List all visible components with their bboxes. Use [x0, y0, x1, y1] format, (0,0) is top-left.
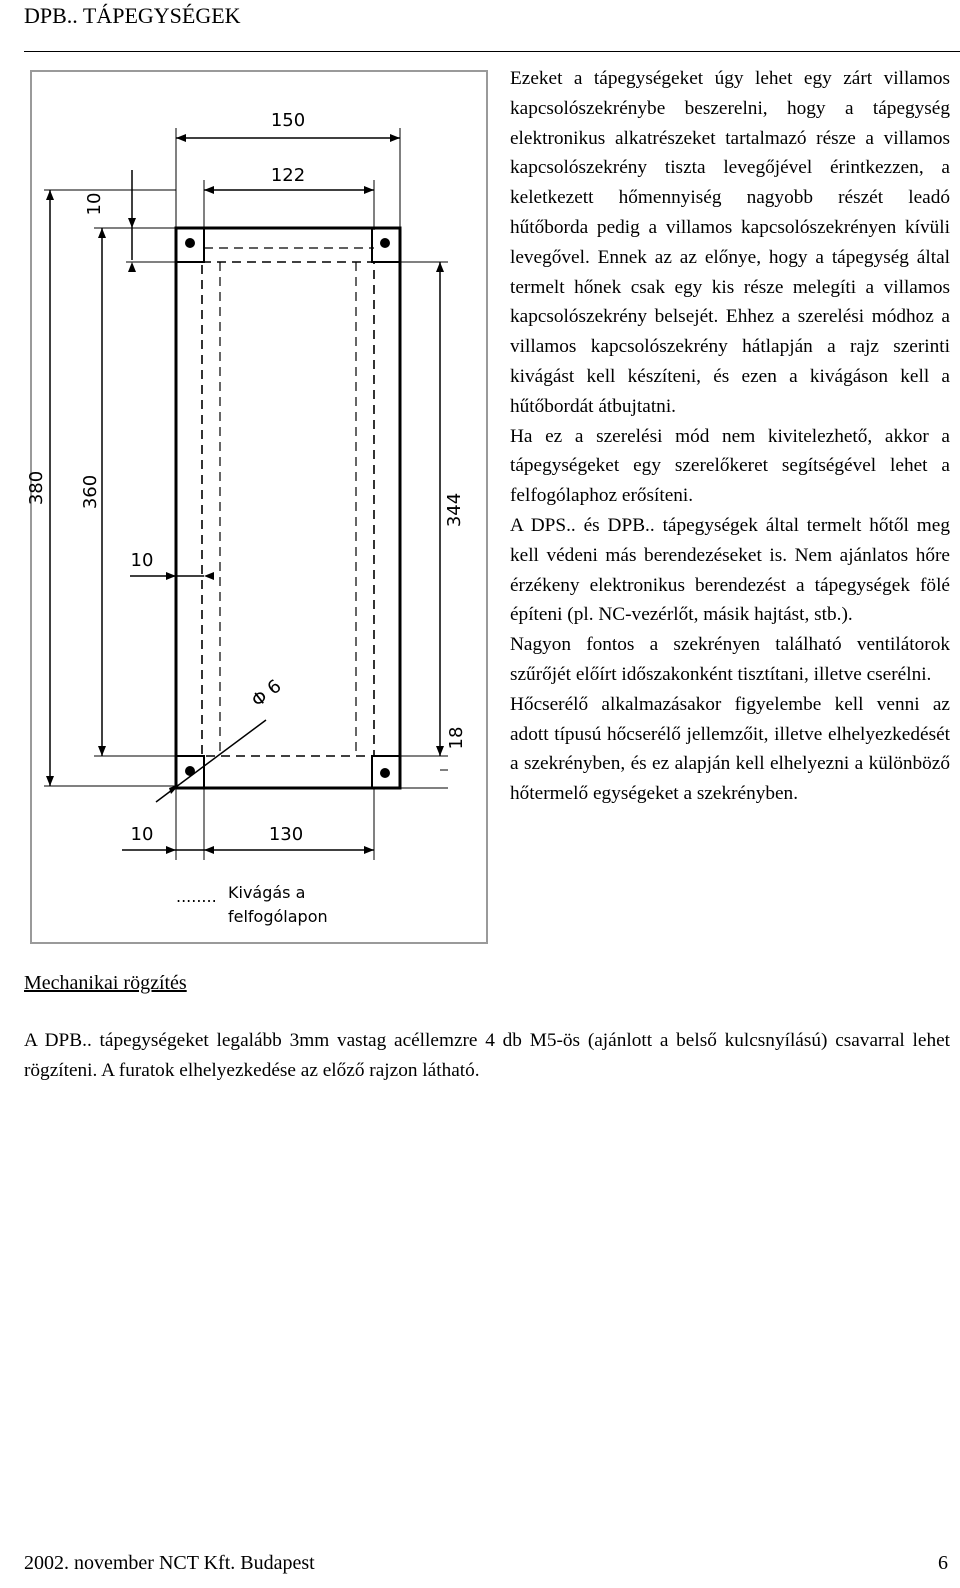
description-text [510, 64, 950, 809]
dim-label-side-10: 10 [130, 550, 154, 571]
dim-label-130: 130 [268, 824, 304, 845]
mounting-drawing [26, 70, 488, 944]
page-header-title: DPB.. TÁPEGYSÉGEK [24, 3, 241, 28]
hole-bottom-right [380, 768, 390, 778]
dim-label-bottom-10: 10 [130, 824, 154, 845]
dim-label-hole: Φ 6 [247, 675, 286, 712]
page-number: 6 [938, 1552, 948, 1574]
paragraph-3: A DPS.. és DPB.. tápegységek által termelt hőtől meg kell védeni más berendezéseket is. Nem ajánlatos hőre érzékeny elektronikus berendezést a tápegységek fölé építeni (pl. NC-vezérlőt, másik hajtást, stb.). [510, 514, 950, 626]
paragraph-5: Hőcserélő alkalmazásakor figyelembe kell venni az adott típusú hőcserélő jellemzőit, illetve elhelyezkedését a szekrényben, és ez alapján kell elhelyezni a különböző hőtermelő egységeket a szekrényben. [510, 693, 950, 805]
paragraph-2: Ha ez a szerelési mód nem kivitelezhető, akkor a tápegységeket egy szerelőkeret segítségével lehet a felfogólaphoz erősíteni. [510, 425, 950, 507]
legend-line-1: Kivágás a [228, 883, 306, 902]
section-heading: Mechanikai rögzítés [24, 972, 187, 994]
dim-label-344: 344 [444, 492, 465, 528]
dim-label-360: 360 [80, 474, 101, 510]
legend-dots: ........ [176, 887, 217, 906]
dim-label-top-10: 10 [84, 192, 105, 216]
dim-label-122: 122 [270, 165, 306, 186]
hole-top-left [185, 238, 195, 248]
dim-label-380: 380 [26, 470, 47, 506]
hole-top-right [380, 238, 390, 248]
dim-label-150: 150 [270, 110, 306, 131]
paragraph-1: Ezeket a tápegységeket úgy lehet egy zárt villamos kapcsolószekrénybe beszerelni, hogy a tápegység elektronikus alkatrészeket tartalmazó része a villamos kapcsolószekrény tiszta levegőjével érintkezzen, a keletkezett hőmennyiség nagyobb részét leadó hűtőborda pedig a villamos kapcsolószekrényen kívüli levegővel. Ennek az az előnye, hogy a tápegység által termelt hőnek csak egy kis része melegíti a villamos kapcsolószekrény belsejét. Ehhez a szerelési módhoz a villamos kapcsolószekrény hátlapján a rajz szerinti kivágást kell készíteni, és ezen a kivágáson kell a hűtőbordát átbujtatni. [510, 68, 950, 417]
paragraph-4: Nagyon fontos a szekrényen található ventilátorok szűrőjét előírt időszakonként tisztítani, illetve cserélni. [510, 634, 950, 685]
footer-text: 2002. november NCT Kft. Budapest [24, 1552, 315, 1574]
dim-label-18: 18 [446, 726, 467, 750]
mounting-text [24, 1026, 950, 1086]
legend-line-2: felfogólapon [228, 907, 328, 926]
mounting-paragraph: A DPB.. tápegységeket legalább 3mm vastag acéllemzre 4 db M5-ös (ajánlott a belső kulcsnyílású) csavarral lehet rögzíteni. A furatok elhelyezkedése az előző rajzon látható. [24, 1030, 950, 1081]
header-divider [24, 51, 960, 52]
